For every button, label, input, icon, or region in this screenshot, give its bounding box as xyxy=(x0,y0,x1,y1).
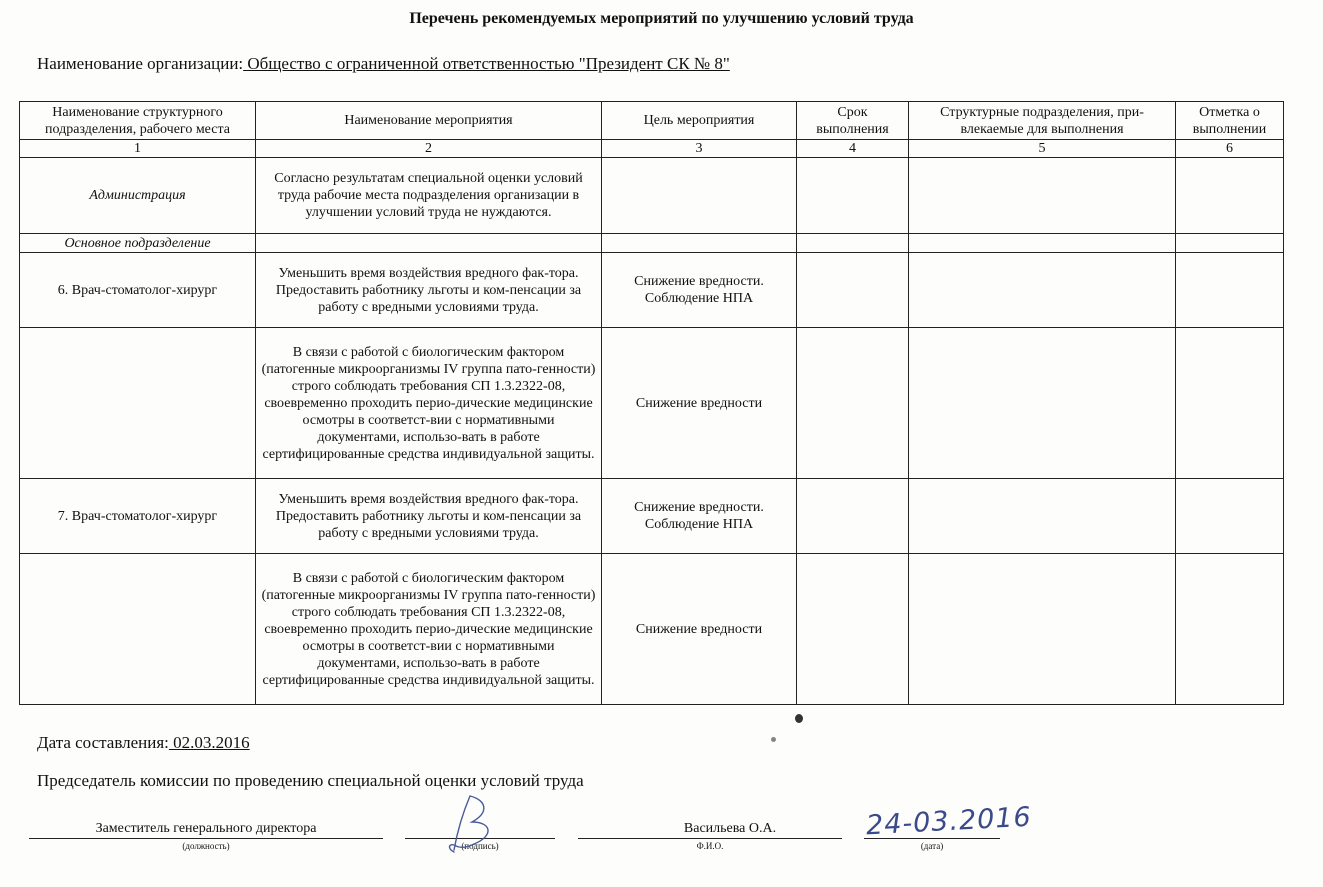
row-place xyxy=(20,554,256,705)
row-departments xyxy=(909,234,1176,253)
row-place: 6. Врач-стоматолог-хирург xyxy=(20,253,256,328)
row-deadline xyxy=(797,554,909,705)
row-goal: Снижение вредности. Соблюдение НПА xyxy=(602,253,797,328)
column-number: 1 xyxy=(20,140,256,158)
header-completion-mark: Отметка о выполнении xyxy=(1176,102,1284,140)
header-row xyxy=(20,102,1284,140)
header-measure: Наименование мероприятия xyxy=(256,102,602,140)
row-place: Администрация xyxy=(20,158,256,234)
ink-spot xyxy=(771,737,776,742)
signature-scribble xyxy=(440,792,506,860)
column-number: 2 xyxy=(256,140,602,158)
signature-caption: (подпись) xyxy=(461,841,499,851)
column-number: 5 xyxy=(909,140,1176,158)
fio-value: Васильева О.А. xyxy=(683,821,777,836)
column-number: 4 xyxy=(797,140,909,158)
row-place xyxy=(20,328,256,479)
row-departments xyxy=(909,554,1176,705)
measures-table xyxy=(19,101,1284,705)
table-row xyxy=(20,479,1284,554)
row-departments xyxy=(909,253,1176,328)
header-departments: Структурные подразделения, при-влекаемые для выполнения xyxy=(909,102,1176,140)
row-mark xyxy=(1176,234,1284,253)
position-value: Заместитель генерального директора xyxy=(95,821,317,836)
table-row xyxy=(20,554,1284,705)
row-deadline xyxy=(797,328,909,479)
row-mark xyxy=(1176,554,1284,705)
column-number: 3 xyxy=(602,140,797,158)
row-deadline xyxy=(797,479,909,554)
row-measure: Уменьшить время воздействия вредного фак-тора. Предоставить работнику льготы и ком-пенсации за работу с вредными условиями труда. xyxy=(256,253,602,328)
date-caption: (дата) xyxy=(920,841,944,851)
row-goal: Снижение вредности xyxy=(602,328,797,479)
compilation-date xyxy=(37,733,250,753)
position-line xyxy=(29,838,383,839)
compilation-date-label: Дата составления: xyxy=(37,733,169,752)
row-mark xyxy=(1176,253,1284,328)
commission-chair-title: Председатель комиссии по проведению специальной оценки условий труда xyxy=(37,771,584,790)
column-number: 6 xyxy=(1176,140,1284,158)
organization-label: Наименование организации: xyxy=(37,54,244,73)
row-measure: Согласно результатам специальной оценки условий труда рабочие места подразделения организации в улучшении условий труда не нуждаются. xyxy=(256,158,602,234)
row-goal: Снижение вредности xyxy=(602,554,797,705)
row-goal: Снижение вредности. Соблюдение НПА xyxy=(602,479,797,554)
row-place: Основное подразделение xyxy=(20,234,256,253)
row-goal xyxy=(602,158,797,234)
document-title: Перечень рекомендуемых мероприятий по улучшению условий труда xyxy=(409,10,914,27)
organization-name: Общество с ограниченной ответственностью "Президент СК № 8" xyxy=(243,54,730,73)
table-row xyxy=(20,253,1284,328)
header-deadline: Срок выполнения xyxy=(797,102,909,140)
row-departments xyxy=(909,328,1176,479)
ink-spot xyxy=(795,714,803,723)
position-caption: (должность) xyxy=(182,841,230,851)
handwritten-date: 24-03.2016 xyxy=(865,801,1033,842)
row-place: 7. Врач-стоматолог-хирург xyxy=(20,479,256,554)
row-deadline xyxy=(797,234,909,253)
header-place: Наименование структурного подразделения, рабочего места xyxy=(20,102,256,140)
table-row xyxy=(20,158,1284,234)
row-measure: Уменьшить время воздействия вредного фак-тора. Предоставить работнику льготы и ком-пенсации за работу с вредными условиями труда. xyxy=(256,479,602,554)
row-measure: В связи с работой с биологическим фактором (патогенные микроорганизмы IV группа пато-генности) строго соблюдать требования СП 1.3.2322-08, своевременно проходить перио-дические медицинские осмотры в соответст-вии с нормативными документами, использо-вать в работе сертифицированные средства индивидуальной защиты. xyxy=(256,554,602,705)
row-deadline xyxy=(797,253,909,328)
compilation-date-value: 02.03.2016 xyxy=(168,733,250,752)
row-mark xyxy=(1176,328,1284,479)
row-mark xyxy=(1176,158,1284,234)
row-measure xyxy=(256,234,602,253)
fio-caption: Ф.И.О. xyxy=(696,841,724,851)
header-goal: Цель мероприятия xyxy=(602,102,797,140)
row-measure: В связи с работой с биологическим фактором (патогенные микроорганизмы IV группа пато-генности) строго соблюдать требования СП 1.3.2322-08, своевременно проходить перио-дические медицинские осмотры в соответст-вии с нормативными документами, использо-вать в работе сертифицированные средства индивидуальной защиты. xyxy=(256,328,602,479)
row-departments xyxy=(909,479,1176,554)
row-mark xyxy=(1176,479,1284,554)
row-goal xyxy=(602,234,797,253)
table-row xyxy=(20,234,1284,253)
table-row xyxy=(20,328,1284,479)
row-departments xyxy=(909,158,1176,234)
column-number-row xyxy=(20,140,1284,158)
fio-line xyxy=(578,838,842,839)
organization-line xyxy=(37,54,730,74)
row-deadline xyxy=(797,158,909,234)
